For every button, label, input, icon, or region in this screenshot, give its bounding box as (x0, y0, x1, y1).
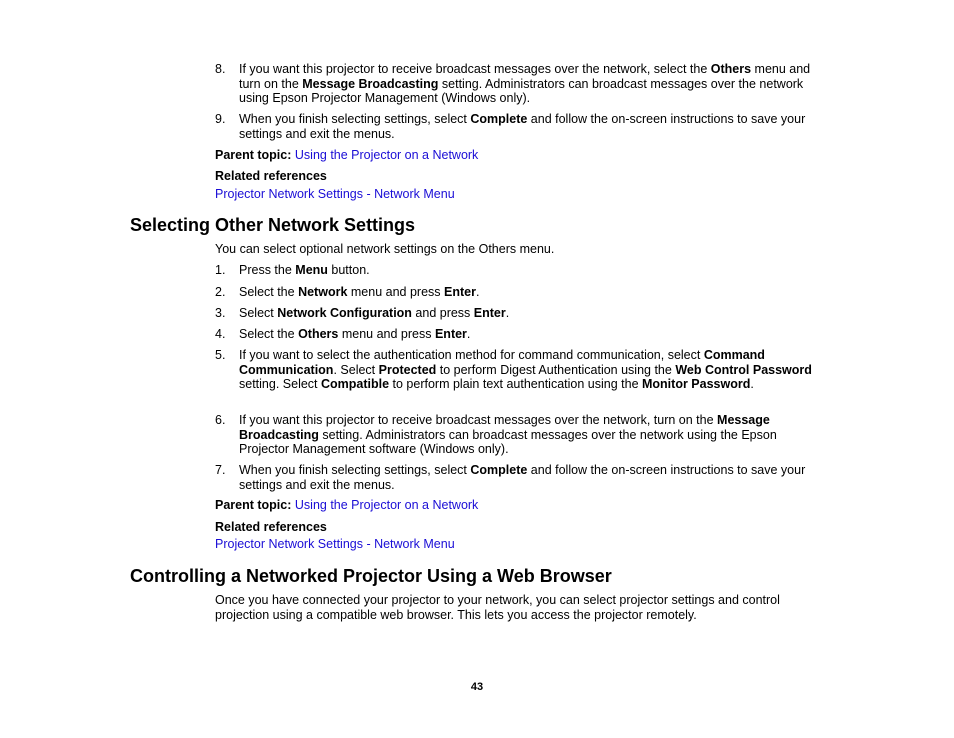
parent-topic-label: Parent topic: (215, 148, 292, 162)
step-8 (215, 62, 815, 106)
parent-topic (215, 148, 815, 163)
text-run: . (750, 377, 754, 391)
step-number: 3. (215, 306, 226, 320)
text-run: menu and press (347, 285, 444, 299)
text-run: Select the (239, 285, 299, 299)
step-3 (215, 306, 815, 321)
text-run: Press the (239, 263, 296, 277)
bold-term: Complete (470, 112, 528, 126)
step-1 (215, 263, 815, 278)
related-references-label: Related references (215, 169, 327, 183)
text-run: If you want to select the authentication method for command communication, select (239, 348, 704, 362)
text-run: menu and press (338, 327, 435, 341)
bold-term: Network (298, 285, 348, 299)
bold-term: Message Broadcasting (302, 76, 439, 91)
text-run: and press (411, 306, 474, 320)
text-run: to perform Digest Authentication using the (436, 362, 676, 377)
text-run: When you finish selecting settings, select (239, 463, 471, 477)
related-reference-link[interactable]: Projector Network Settings - Network Menu (215, 537, 455, 551)
step-text (239, 348, 815, 392)
text-run: . (475, 285, 480, 299)
bold-term: Network Configuration (277, 306, 412, 320)
step-7 (215, 463, 815, 492)
bold-term: Others (298, 327, 339, 341)
text-run: to perform plain text authentication using the (389, 377, 642, 391)
step-number: 8. (215, 62, 226, 76)
bold-term: Compatible (321, 377, 390, 391)
step-number: 5. (215, 348, 226, 362)
step-text (239, 112, 815, 141)
text-run: . Select (333, 362, 379, 377)
related-references-heading (215, 520, 815, 535)
step-text (239, 327, 815, 342)
related-references-label: Related references (215, 520, 327, 534)
section-intro: You can select optional network settings on the Others menu. (215, 242, 555, 256)
text-run: Select (239, 306, 278, 320)
text-run: menu and turn on the (239, 62, 811, 91)
text-run: . (466, 327, 471, 341)
section-heading: Controlling a Networked Projector Using a Web Browser (130, 566, 612, 586)
step-text (239, 62, 815, 106)
step-number: 7. (215, 463, 226, 477)
text-run: setting. Administrators can broadcast messages over the network using the Epson Projector Management software (Windows only). (239, 427, 777, 456)
related-reference-link[interactable]: Projector Network Settings - Network Menu (215, 187, 455, 201)
bold-term: Others (710, 62, 752, 76)
step-4 (215, 327, 815, 342)
bold-term: Monitor Password (642, 377, 751, 391)
step-number: 6. (215, 413, 226, 427)
step-text (239, 463, 815, 492)
text-run: and follow the on-screen instructions to save your settings and exit the menus. (239, 112, 806, 141)
text-run: If you want this projector to receive broadcast messages over the network, select the (239, 62, 711, 76)
bold-term: Enter (473, 306, 506, 320)
step-2 (215, 285, 815, 300)
bold-term: Enter (434, 327, 467, 341)
page-number: 43 (470, 681, 484, 693)
step-6 (215, 413, 815, 457)
text-run: If you want this projector to receive broadcast messages over the network, turn on the (239, 413, 718, 427)
text-run: . (505, 306, 510, 320)
text-run: When you finish selecting settings, select (239, 112, 471, 126)
bold-term: Menu (295, 263, 328, 277)
section-heading: Selecting Other Network Settings (130, 215, 416, 235)
related-reference-link-row (215, 537, 815, 552)
parent-topic (215, 498, 815, 513)
parent-topic-label: Parent topic: (215, 498, 292, 512)
related-references-heading (215, 169, 815, 184)
bold-term: Message Broadcasting (239, 413, 770, 442)
bold-term: Enter (444, 285, 476, 299)
bold-term: Command Communication (239, 348, 765, 377)
text-run: setting. Select (239, 377, 321, 391)
step-number: 9. (215, 112, 226, 126)
bold-term: Protected (378, 362, 437, 377)
text-run: setting. Administrators can broadcast messages over the network using Epson Projector Management (Windows only). (239, 76, 804, 105)
bold-term: Complete (470, 463, 528, 477)
step-number: 4. (215, 327, 226, 341)
step-text (239, 285, 815, 300)
step-9 (215, 112, 815, 141)
text-run: button. (327, 263, 370, 277)
step-text (239, 263, 815, 278)
step-text (239, 413, 815, 457)
section-intro: Once you have connected your projector to your network, you can select projector settings and control projection using a compatible web browser. This lets you access the projector remotely. (215, 593, 780, 622)
text-run: Select the (239, 327, 299, 341)
step-number: 1. (215, 263, 226, 277)
parent-topic-link[interactable]: Using the Projector on a Network (294, 498, 479, 512)
step-text (239, 306, 815, 321)
bold-term: Web Control Password (675, 362, 812, 377)
text-run: and follow the on-screen instructions to save your settings and exit the menus. (239, 463, 806, 492)
parent-topic-link[interactable]: Using the Projector on a Network (294, 148, 479, 162)
step-5 (215, 348, 815, 392)
step-number: 2. (215, 285, 226, 299)
related-reference-link-row (215, 187, 815, 202)
